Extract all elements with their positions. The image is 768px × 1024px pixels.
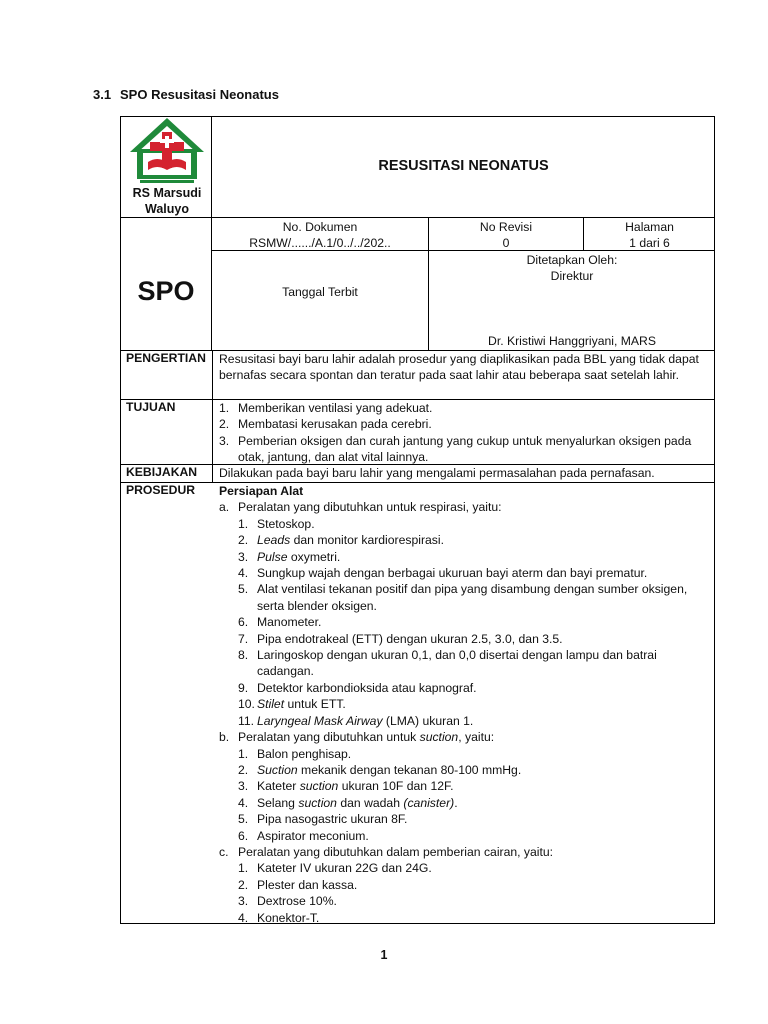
page-value: 1 dari 6 [629,236,670,250]
list-item: 8. Laringoskop dengan ukuran 0,1, dan 0,0 disertai dengan lampu dan batrai cadangan. [238,648,657,679]
list-item: 3. Pulse oxymetri. [238,549,341,564]
pengertian-text: Resusitasi bayi baru lahir adalah prosedur yang diaplikasikan pada BBL yang tidak dapat bernafas secara spontan dan teratur pada saat lahir atau beberapa saat setelah lahir. [219,352,699,382]
list-item: 4. Konektor-T. [238,910,320,925]
approved-by-label: Ditetapkan Oleh: [526,253,618,267]
page-number: 1 [380,948,388,962]
section-title-text: SPO Resusitasi Neonatus [120,87,279,102]
tujuan-list [219,400,695,466]
kebijakan-text: Dilakukan pada bayi baru lahir yang mengalami permasalahan pada pernafasan. [219,466,655,480]
list-item: 3. Dextrose 10%. [238,894,337,909]
list-item: 6. Manometer. [238,615,322,630]
list-item: 1. Kateter IV ukuran 22G dan 24G. [238,861,432,876]
list-item: 4. Sungkup wajah dengan berbagai ukuruan bayi aterm dan bayi prematur. [238,566,648,581]
list-item: 7. Pipa endotrakeal (ETT) dengan ukuran 2.5, 3.0, dan 3.5. [238,631,563,646]
spo-label: SPO [137,276,195,306]
doc-number-label: No. Dokumen [282,220,358,234]
prosedur-heading: Persiapan Alat [219,484,304,498]
doc-number-value: RSMW/....../A.1/0../../202.. [249,236,391,250]
list-item: 1. Stetoskop. [238,516,315,531]
page-label: Halaman [625,220,674,234]
group-a-list [219,516,709,729]
list-item: 1. Memberikan ventilasi yang adekuat. [219,401,433,415]
section-number: 3.1 [93,87,112,102]
list-item: 2. Membatasi kerusakan pada cerebri. [219,417,432,432]
revision-label: No Revisi [479,220,533,234]
list-item: 2. Plester dan kassa. [238,877,358,892]
document-title: RESUSITASI NEONATUS [378,158,549,174]
kebijakan-label: KEBIJAKAN [126,465,198,479]
hospital-logo-icon [124,116,210,188]
group-b-list [219,746,709,844]
list-item: 10. Stilet untuk ETT. [238,697,346,712]
list-item: 9. Detektor karbondioksida atau kapnograf. [238,680,477,695]
group-b: b. Peralatan yang dibutuhkan untuk suction, yaitu: [219,730,495,745]
list-item: 1. Balon penghisap. [238,746,352,761]
prosedur-label: PROSEDUR [126,483,196,497]
approved-name: Dr. Kristiwi Hanggriyani, MARS [488,334,656,348]
list-item: 5. Pipa nasogastric ukuran 8F. [238,812,408,827]
list-item: 3. Kateter suction ukuran 10F dan 12F. [238,779,454,794]
pengertian-label: PENGERTIAN [126,351,206,365]
hospital-name: RS Marsudi Waluyo [132,186,202,216]
list-item: 11. Laryngeal Mask Airway (LMA) ukuran 1. [238,713,474,728]
group-c: c. Peralatan yang dibutuhkan dalam pemberian cairan, yaitu: [219,844,554,859]
section-title [93,87,279,102]
list-item: 2. Suction mekanik dengan tekanan 80-100 mmHg. [238,762,522,777]
list-item: 3. Pemberian oksigen dan curah jantung yang cukup untuk menyalurkan oksigen pada otak, jantung, dan alat vital lainnya. [219,433,692,465]
list-item: 5. Alat ventilasi tekanan positif dan pipa yang disambung dengan sumber oksigen, serta blender oksigen. [238,582,688,613]
list-item: 6. Aspirator meconium. [238,828,369,843]
prosedur-content [219,483,709,926]
list-item: 2. Leads dan monitor kardiorespirasi. [238,533,444,548]
list-item: 4. Selang suction dan wadah (canister). [238,795,458,810]
group-c-list [219,860,709,926]
issue-date-label: Tanggal Terbit [282,285,358,299]
revision-value: 0 [502,236,510,250]
tujuan-label: TUJUAN [126,400,176,414]
approved-role: Direktur [550,269,594,283]
group-a: a. Peralatan yang dibutuhkan untuk respirasi, yaitu: [219,500,502,515]
